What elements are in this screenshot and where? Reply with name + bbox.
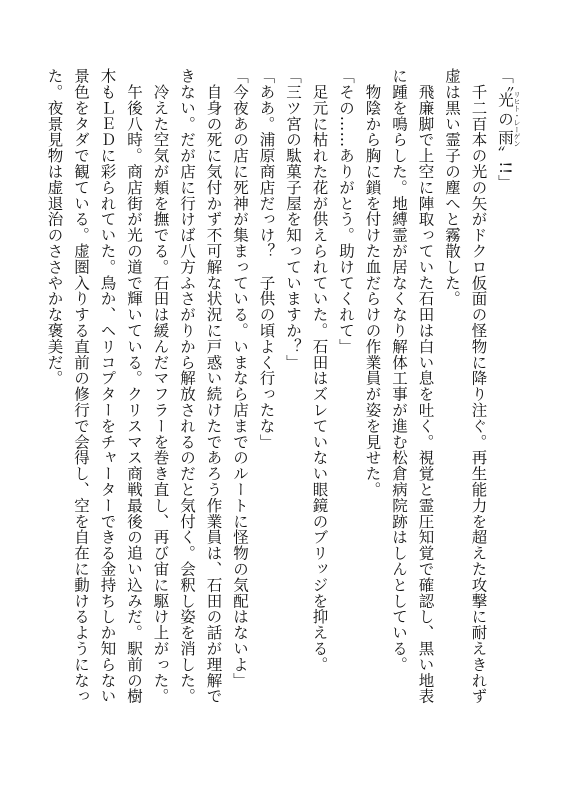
text-line-1: 「〝光の雨 リヒト・レーゲン〟!!」 <box>496 68 521 191</box>
text-line-5: に踵を鳴らした。地縛霊が居なくなり解体工事が進む松倉病院跡はしんとしている。 <box>390 68 408 673</box>
text-line-10: 「ああ。浦原商店だっけ？ 子供の頃よく行ったな」 <box>257 68 276 450</box>
text-line-18: た。夜景見物は虚退治のささやかな褒美だ。 <box>45 68 64 386</box>
text-line-14: 冷えた空気が頬を撫でる。石田は緩んだマフラーを巻き直し、再び宙に駆け上がった。 <box>151 68 170 704</box>
text-line-7: 「その……ありがとう。助けてくれて」 <box>337 68 355 355</box>
vertical-text-body <box>41 68 521 728</box>
text-line-15: 午後八時。商店街が光の道で輝いている。クリスマス商戦最後の追い込みだ。駅前の樹 <box>125 68 143 704</box>
text-line-6: 物陰から胸に鎖を付けた血だらけの作業員が姿を見せた。 <box>363 68 382 498</box>
text-line-2: 千二百本の光の矢がドクロ仮面の怪物に降り注ぐ。再生能力を超えた攻撃に耐えきれず <box>469 68 488 704</box>
text-line-11: 「今夜あの店に死神が集まっている。いまなら店までのルートに怪物の気配はないよ」 <box>231 68 249 689</box>
text-line-13: きない。だが店に行けば八方ふさがりから解放されるのだと気付く。会釈し姿を消した。 <box>178 68 196 704</box>
text-line-8: 足元に枯れた花が供えられていた。石田はズレていない眼鏡のブリッジを抑える。 <box>310 68 329 673</box>
ruby-reading: リヒト・レーゲン <box>513 90 521 147</box>
text-line-9: 「三ツ宮の駄菓子屋を知っていますか？」 <box>284 68 302 371</box>
ruby-base: 光の雨 <box>496 90 514 147</box>
text-line-4: 飛廉脚で上空に陣取っていた石田は白い息を吐く。視覚と霊圧知覚で確認し、黒い地表 <box>416 68 435 704</box>
text-line-16: 木もＬＥＤに彩られていた。鳥か、ヘリコプターをチャーターできる金持ちしか知らない <box>98 68 117 704</box>
ruby-term <box>496 90 521 147</box>
text-line-12: 自身の死に気付かず不可解な状況に戸惑い続けたであろう作業員は、石田の話が理解で <box>204 68 223 704</box>
text-line-3: 虚は黒い霊子の塵へと霧散した。 <box>443 68 461 307</box>
text-line-17: 景色をタダで観ている。虚圏入りする直前の修行で会得し、空を自在に動けるようになっ <box>72 68 90 704</box>
